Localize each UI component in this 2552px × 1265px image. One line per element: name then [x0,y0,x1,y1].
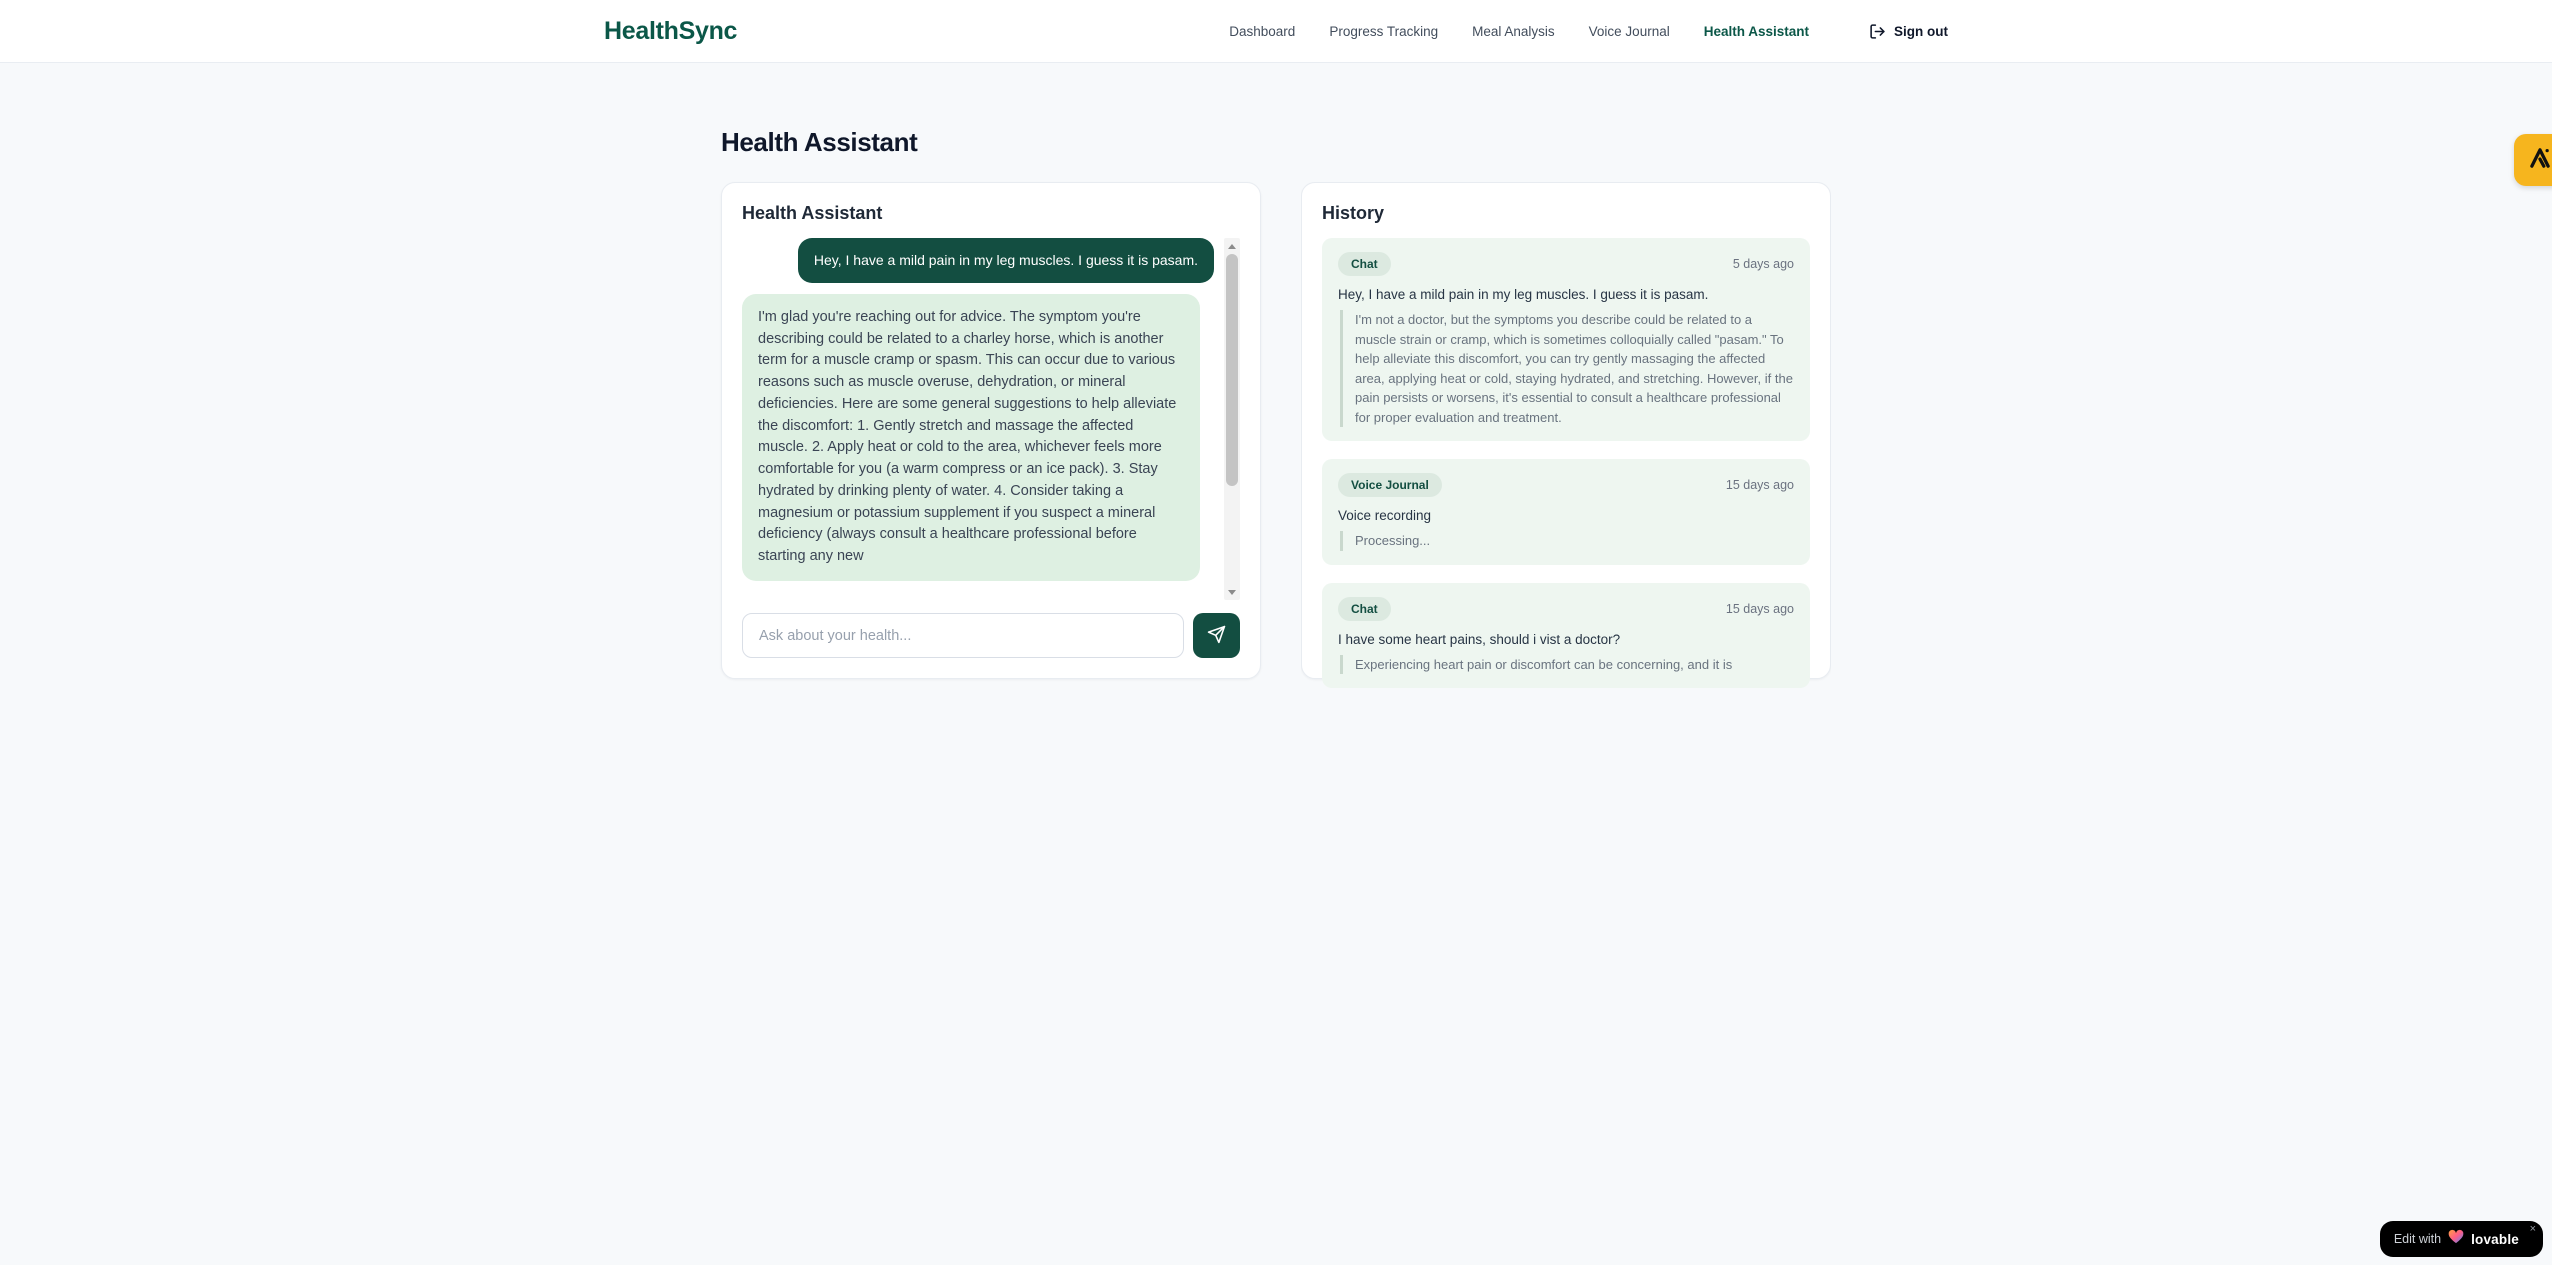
scrollbar-down-arrow-icon[interactable] [1224,585,1240,599]
chat-message-assistant: I'm glad you're reaching out for advice. The symptom you're describing could be related to a charley horse, which is another term for a muscle cramp or spasm. This can occur due to various reasons such as muscle overuse, dehydration, or mineral deficiencies. Here are some general suggestions to help alleviate the discomfort: 1. Gently stretch and massage the affected muscle. 2. Apply heat or cold to the area, whichever feels more comfortable for you (a warm compress or an ice pack). 3. Stay hydrated by drinking plenty of water. 4. Consider taking a magnesium or potassium supplement if you suspect a mineral deficiency (always consult a healthcare professional before starting any new [742,294,1200,581]
nav-item-progress-tracking[interactable]: Progress Tracking [1329,23,1439,39]
scrollbar-thumb[interactable] [1226,254,1238,486]
history-timestamp: 15 days ago [1725,601,1794,616]
nav-item-dashboard[interactable]: Dashboard [1229,23,1296,39]
main-nav [1229,23,1948,40]
scrollbar-up-arrow-icon[interactable] [1224,239,1240,253]
chat-input[interactable] [742,613,1184,658]
lovable-brand-label: lovable [2471,1231,2519,1247]
history-question: Voice recording [1338,508,1432,523]
history-type-badge: Voice Journal [1338,473,1442,497]
top-navbar [0,0,2552,63]
history-item[interactable] [1322,583,1810,689]
history-column [1301,182,1831,694]
history-response: I'm not a doctor, but the symptoms you describe could be related to a muscle strain or cramp, which is sometimes colloquially called "pasam." To help alleviate this discomfort, you can try gently massaging the affected area, applying heat or cold, staying hydrated, and stretching. However, if the pain persists or worsens, it's essential to consult a healthcare professional for proper evaluation and treatment. [1340,310,1794,427]
nav-item-meal-analysis[interactable]: Meal Analysis [1472,23,1555,39]
history-type-badge: Chat [1338,597,1391,621]
lovable-heart-icon [2448,1229,2464,1249]
history-timestamp: 15 days ago [1725,478,1794,492]
sign-out-label: Sign out [1894,23,1948,39]
history-response: Processing... [1340,531,1794,551]
history-question: I have some heart pains, should i vist a doctor? [1338,631,1621,647]
send-icon [1207,625,1226,647]
history-card-title: History [1322,203,1385,223]
chat-card-title: Health Assistant [742,203,883,223]
extension-logo-icon [2527,145,2552,176]
nav-item-health-assistant[interactable]: Health Assistant [1703,23,1809,39]
log-out-icon [1869,23,1886,40]
edit-with-label: Edit with [2393,1232,2442,1246]
send-button[interactable] [1193,613,1240,658]
close-icon[interactable]: × [2529,1223,2536,1235]
nav-item-voice-journal[interactable]: Voice Journal [1588,23,1670,39]
chat-message-user: Hey, I have a mild pain in my leg muscles. I guess it is pasam. [798,238,1214,283]
history-response: Experiencing heart pain or discomfort can be concerning, and it is [1340,655,1794,675]
app-logo[interactable]: HealthSync [604,16,738,45]
page-title: Health Assistant [721,127,918,157]
health-assistant-card [721,182,1261,679]
chat-messages-area[interactable] [742,238,1240,600]
side-extension-badge[interactable] [2514,134,2552,186]
history-item[interactable] [1322,459,1810,565]
sign-out-button[interactable] [1869,23,1948,40]
history-item[interactable] [1322,238,1810,441]
main-content [721,63,1831,694]
chat-scrollbar[interactable] [1224,238,1240,600]
history-type-badge: Chat [1338,252,1391,276]
history-question: Hey, I have a mild pain in my leg muscles. I guess it is pasam. [1338,287,1709,302]
history-card [1301,182,1831,679]
edit-with-lovable-badge[interactable] [2380,1221,2543,1257]
history-timestamp: 5 days ago [1732,257,1794,271]
